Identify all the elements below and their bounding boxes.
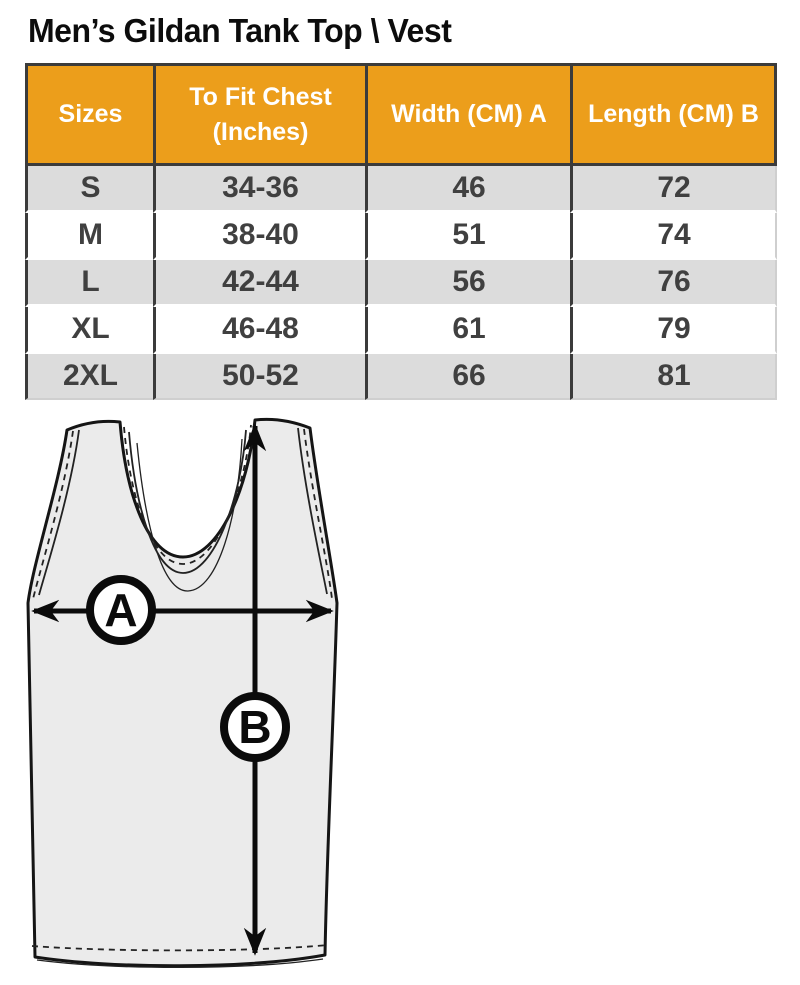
header-row [25,63,777,166]
length-label: B [238,701,272,753]
width-cell: 66 [365,354,570,400]
size-cell: M [25,213,153,260]
length-cell: 72 [570,166,777,213]
tank-top-diagram [20,413,360,978]
table-row [25,260,777,307]
length-cell: 81 [570,354,777,400]
width-cell: 56 [365,260,570,307]
table-row [25,166,777,213]
width-cell: 46 [365,166,570,213]
size-cell: XL [25,307,153,354]
garment-outline [28,419,337,965]
length-cell: 76 [570,260,777,307]
page-title: Men’s Gildan Tank Top \ Vest [28,12,452,49]
column-header-chest: To Fit Chest (Inches) [153,63,365,166]
chest-cell: 34-36 [153,166,365,213]
length-cell: 74 [570,213,777,260]
size-cell: 2XL [25,354,153,400]
chest-cell: 50-52 [153,354,365,400]
chest-cell: 46-48 [153,307,365,354]
column-header-length: Length (CM) B [570,63,777,166]
size-cell: S [25,166,153,213]
size-cell: L [25,260,153,307]
width-cell: 51 [365,213,570,260]
size-chart-table [25,63,777,400]
width-label-badge [90,579,152,641]
width-cell: 61 [365,307,570,354]
width-label: A [104,584,138,636]
chest-cell: 38-40 [153,213,365,260]
table-header [25,63,777,166]
length-cell: 79 [570,307,777,354]
table-row [25,307,777,354]
table-body [25,166,777,400]
column-header-width: Width (CM) A [365,63,570,166]
column-header-sizes: Sizes [25,63,153,166]
chest-cell: 42-44 [153,260,365,307]
length-label-badge [224,696,286,758]
table-row [25,354,777,400]
table-row [25,213,777,260]
tank-top-svg [20,413,360,978]
